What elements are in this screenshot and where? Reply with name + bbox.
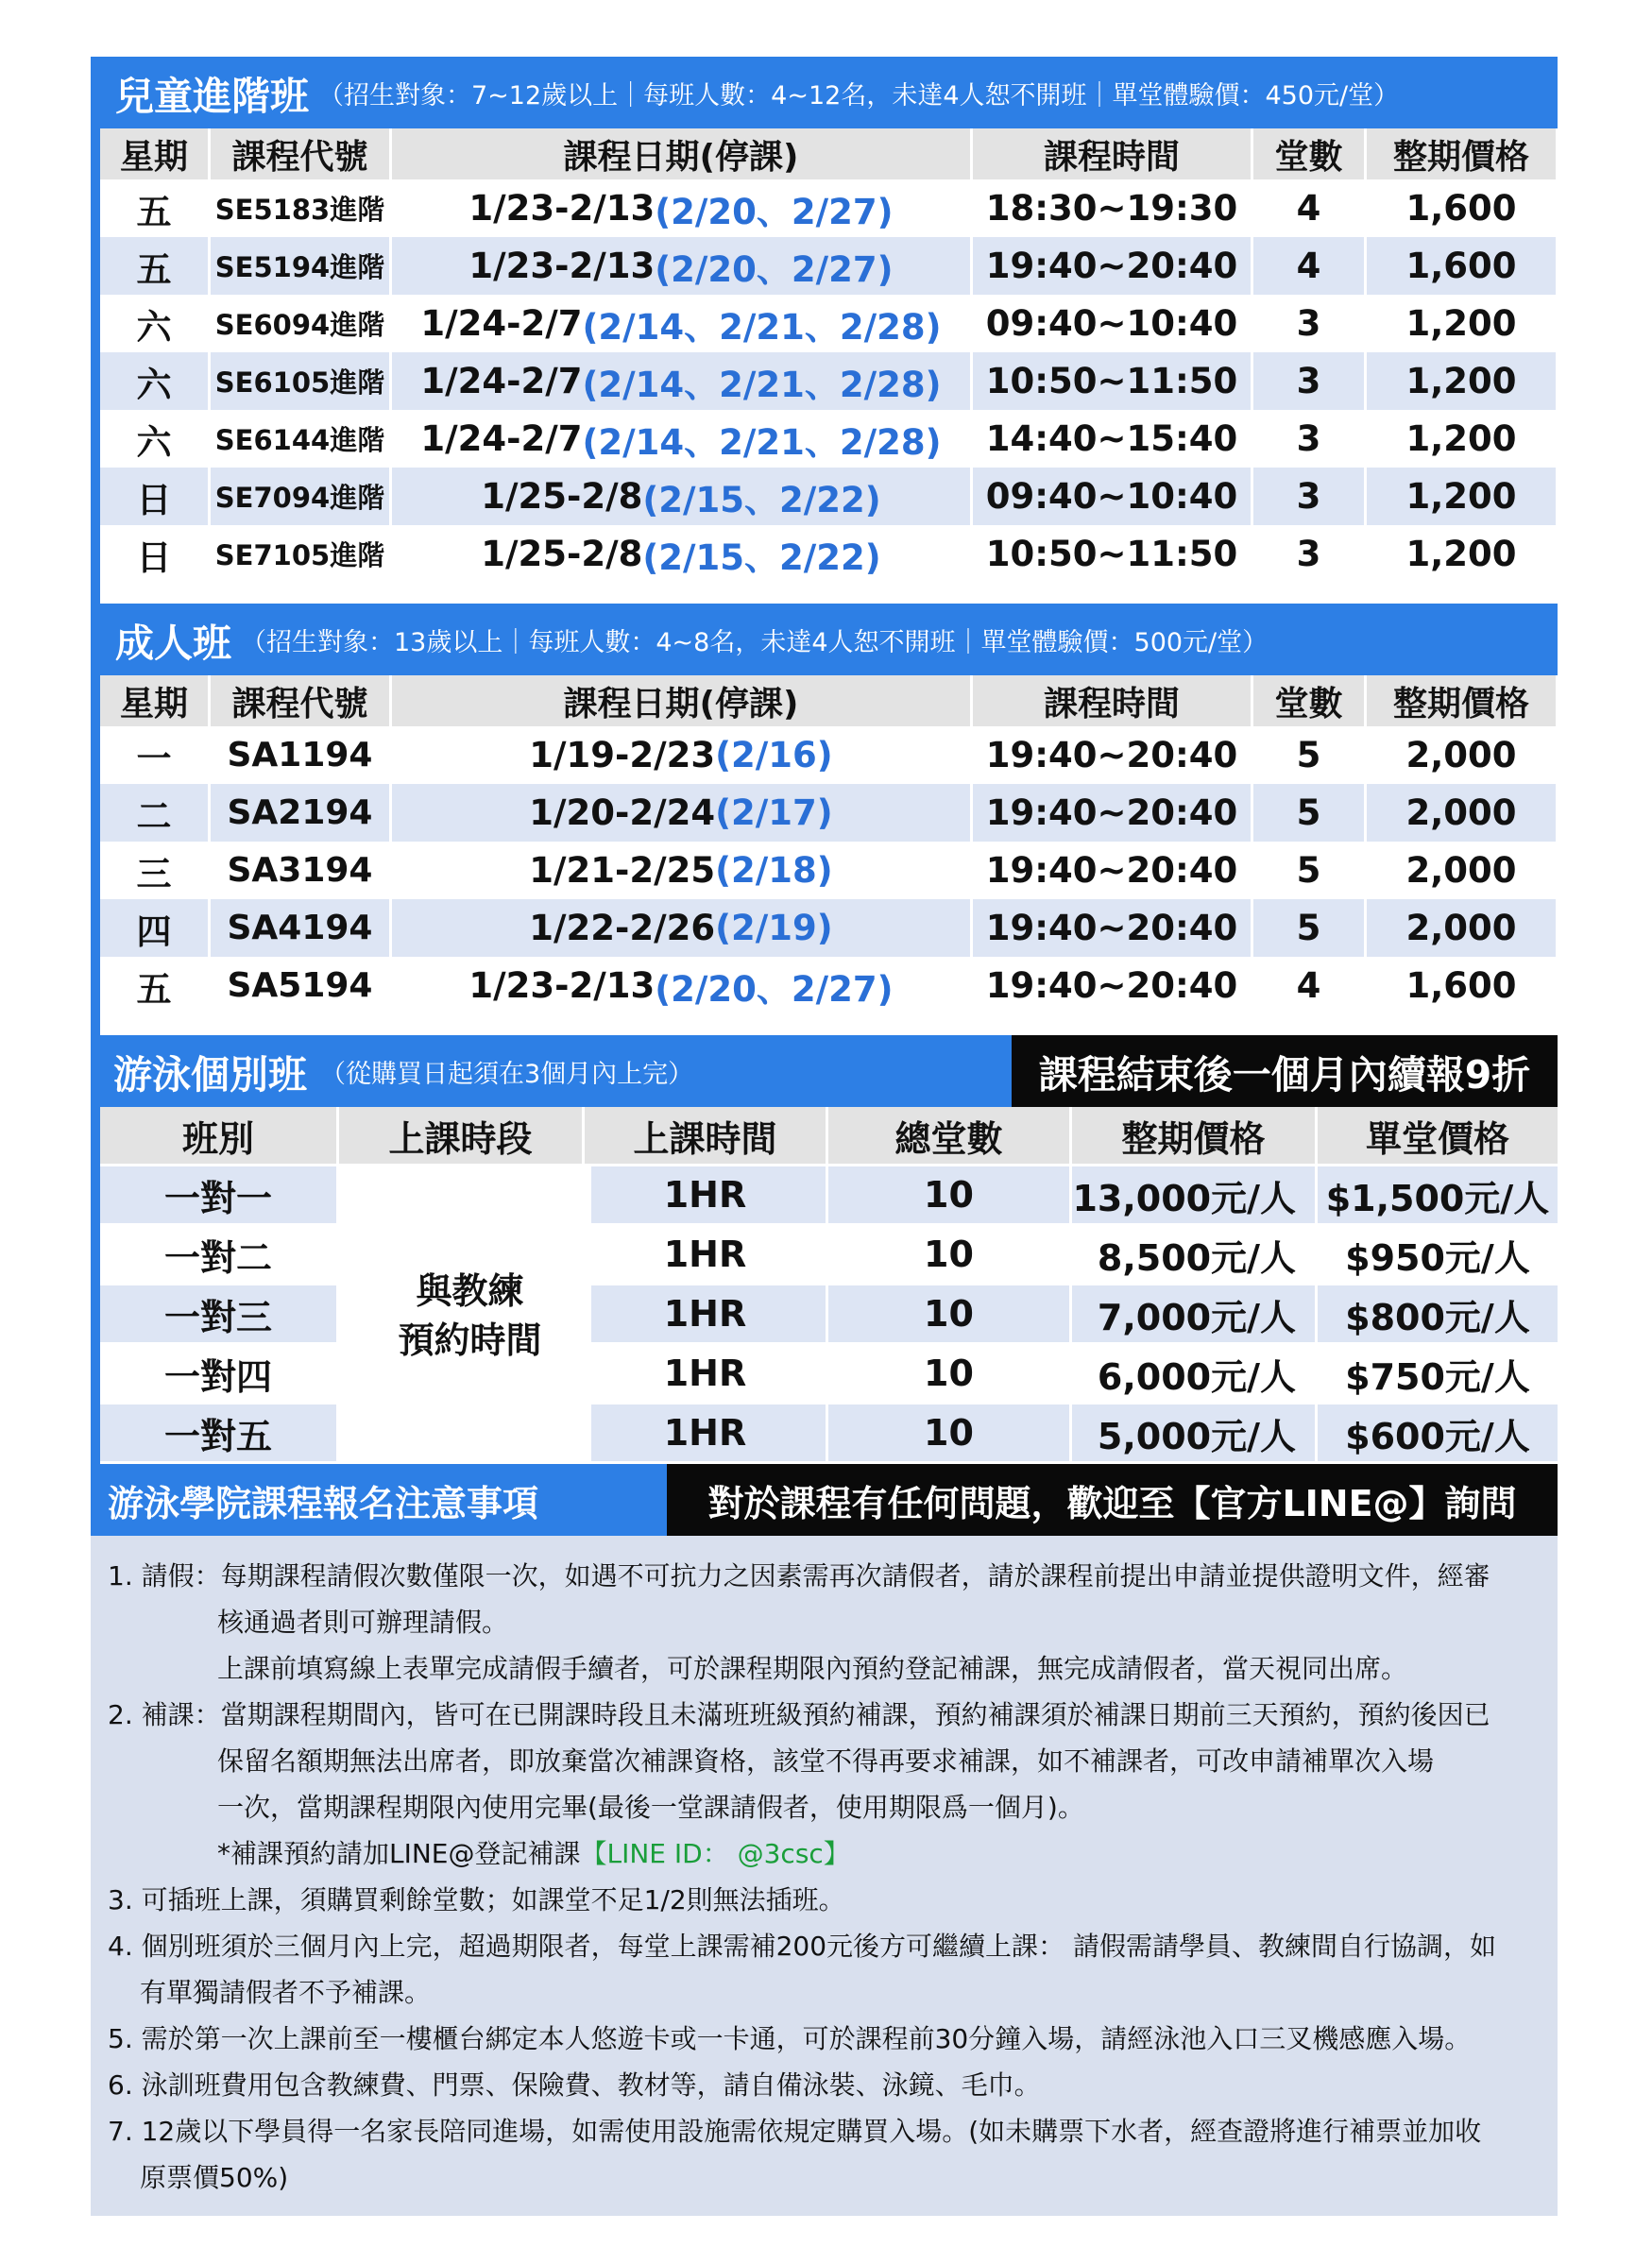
note-2-line xyxy=(108,1830,1539,1877)
table-row xyxy=(100,468,1558,525)
row-price: 13,000元/人 xyxy=(1072,1166,1318,1226)
row-single: $750元/人 xyxy=(1318,1345,1558,1404)
row-count: 4 xyxy=(1253,957,1367,1014)
date-range: 1/23-2/13 xyxy=(468,246,656,286)
row-day: 二 xyxy=(100,784,211,842)
row-price: 6,000元/人 xyxy=(1072,1345,1318,1404)
off-dates: (2/16) xyxy=(715,735,833,775)
date-range: 1/20-2/24 xyxy=(529,792,716,833)
row-time: 09:40~10:40 xyxy=(973,468,1253,525)
line-id[interactable]: 【LINE ID： @3csc】 xyxy=(580,1838,850,1869)
children-title: 兒童進階班 xyxy=(115,73,309,119)
line-makeup-text: *補課預約請加LINE@登記補課 xyxy=(217,1838,581,1869)
header-type: 班別 xyxy=(100,1107,339,1166)
row-count: 4 xyxy=(1253,237,1367,295)
row-date xyxy=(392,525,973,583)
date-range: 1/25-2/8 xyxy=(481,476,643,517)
private-title: 游泳個別班 xyxy=(113,1051,307,1098)
row-date xyxy=(392,295,973,352)
off-dates: (2/15、2/22) xyxy=(642,479,881,520)
private-lesson-table xyxy=(91,1107,1558,1464)
row-time: 10:50~11:50 xyxy=(973,525,1253,583)
row-count: 3 xyxy=(1253,468,1367,525)
header-day: 星期 xyxy=(100,128,211,179)
adult-title: 成人班 xyxy=(115,620,231,666)
off-dates: (2/20、2/27) xyxy=(655,191,894,232)
row-type: 一對三 xyxy=(100,1285,339,1345)
off-dates: (2/14、2/21、2/28) xyxy=(582,421,942,463)
off-dates: (2/15、2/22) xyxy=(642,536,881,578)
row-price: 1,200 xyxy=(1367,352,1556,410)
row-date xyxy=(392,842,973,899)
row-hours: 1HR xyxy=(585,1404,828,1464)
row-total: 10 xyxy=(828,1404,1072,1464)
notes-title: 游泳學院課程報名注意事項 xyxy=(91,1464,667,1536)
table-row xyxy=(100,179,1558,237)
off-dates: (2/14、2/21、2/28) xyxy=(582,364,942,405)
slot-line-2: 預約時間 xyxy=(398,1319,542,1361)
note-1-cont: 核通過者則可辦理請假。 xyxy=(217,1607,509,1638)
note-1: 1. 請假：每期課程請假次數僅限一次，如遇不可抗力之因素需再次請假者，請於課程前提出申請並提供證明文件，經審 xyxy=(108,1560,1490,1592)
off-dates: (2/19) xyxy=(715,908,833,948)
header-time: 課程時間 xyxy=(973,128,1253,179)
header-price: 整期價格 xyxy=(1367,128,1556,179)
row-day: 五 xyxy=(100,237,211,295)
row-day: 六 xyxy=(100,295,211,352)
row-day: 六 xyxy=(100,352,211,410)
table-row xyxy=(100,410,1558,468)
note-5: 5. 需於第一次上課前至一樓櫃台綁定本人悠遊卡或一卡通，可於課程前30分鐘入場，請經泳池入口三叉機感應入場。 xyxy=(108,2023,1472,2054)
row-time: 19:40~20:40 xyxy=(973,784,1253,842)
row-type: 一對二 xyxy=(100,1226,339,1285)
date-range: 1/24-2/7 xyxy=(420,361,583,401)
row-price: 2,000 xyxy=(1367,899,1556,957)
row-day: 日 xyxy=(100,525,211,583)
row-hours: 1HR xyxy=(585,1345,828,1404)
private-title-block xyxy=(91,1035,1012,1107)
row-date xyxy=(392,957,973,1014)
row-code: SE7105進階 xyxy=(211,525,392,583)
row-price: 7,000元/人 xyxy=(1072,1285,1318,1345)
row-price: 2,000 xyxy=(1367,784,1556,842)
note-7-cont: 原票價50%) xyxy=(140,2162,289,2193)
table-row xyxy=(100,237,1558,295)
table-row xyxy=(100,352,1558,410)
row-day: 五 xyxy=(100,957,211,1014)
row-count: 5 xyxy=(1253,899,1367,957)
row-total: 10 xyxy=(828,1345,1072,1404)
row-hours: 1HR xyxy=(585,1166,828,1226)
table-row xyxy=(100,1404,1558,1464)
row-type: 一對一 xyxy=(100,1166,339,1226)
row-day: 一 xyxy=(100,726,211,784)
row-date xyxy=(392,784,973,842)
row-count: 4 xyxy=(1253,179,1367,237)
line-contact-banner: 對於課程有任何問題，歡迎至【官方LINE@】詢問 xyxy=(667,1464,1558,1536)
notes-section-header xyxy=(91,1464,1558,1536)
row-type: 一對五 xyxy=(100,1404,339,1464)
note-2-cont: 一次，當期課程期限內使用完畢(最後一堂課請假者，使用期限爲一個月)。 xyxy=(217,1792,1084,1823)
row-time: 19:40~20:40 xyxy=(973,726,1253,784)
row-hours: 1HR xyxy=(585,1226,828,1285)
row-single: $800元/人 xyxy=(1318,1285,1558,1345)
header-count: 堂數 xyxy=(1253,675,1367,726)
table-row xyxy=(100,957,1558,1014)
table-header xyxy=(100,128,1558,179)
note-3: 3. 可插班上課，須購買剩餘堂數；如課堂不足1/2則無法插班。 xyxy=(108,1884,845,1915)
row-count: 5 xyxy=(1253,784,1367,842)
appointment-slot-cell xyxy=(349,1166,591,1464)
row-date xyxy=(392,352,973,410)
row-count: 5 xyxy=(1253,842,1367,899)
note-1-cont: 上課前填寫線上表單完成請假手續者，可於課程期限內預約登記補課，無完成請假者，當天視同出席。 xyxy=(217,1653,1408,1684)
off-dates: (2/20、2/27) xyxy=(655,968,894,1010)
children-subtitle: （招生對象：7~12歲以上｜每班人數：4~12名，未達4人恕不開班｜單堂體驗價：450元/堂） xyxy=(318,80,1400,111)
date-range: 1/24-2/7 xyxy=(420,418,583,459)
row-date xyxy=(392,237,973,295)
row-time: 09:40~10:40 xyxy=(973,295,1253,352)
note-2: 2. 補課：當期課程期間內，皆可在已開課時段且未滿班班級預約補課，預約補課須於補課日期前三天預約，預約後因已 xyxy=(108,1699,1490,1730)
adult-schedule-table xyxy=(91,675,1558,1035)
row-single: $950元/人 xyxy=(1318,1226,1558,1285)
row-time: 19:40~20:40 xyxy=(973,899,1253,957)
row-count: 3 xyxy=(1253,295,1367,352)
row-single: $1,500元/人 xyxy=(1318,1166,1558,1226)
note-7: 7. 12歲以下學員得一名家長陪同進場，如需使用設施需依規定購買入場。(如未購票下水者，經查證將進行補票並加收 xyxy=(108,2116,1482,2147)
table-header xyxy=(100,1107,1558,1166)
table-row xyxy=(100,784,1558,842)
row-price: 8,500元/人 xyxy=(1072,1226,1318,1285)
row-date xyxy=(392,726,973,784)
off-dates: (2/17) xyxy=(715,792,833,833)
row-day: 六 xyxy=(100,410,211,468)
note-2-cont: 保留名額期無法出席者，即放棄當次補課資格，該堂不得再要求補課，如不補課者，可改申請補單次入場 xyxy=(217,1745,1435,1777)
row-code: SA2194 xyxy=(211,784,392,842)
row-count: 3 xyxy=(1253,410,1367,468)
header-time: 課程時間 xyxy=(973,675,1253,726)
header-total: 總堂數 xyxy=(828,1107,1072,1166)
notes-body xyxy=(91,1536,1558,2216)
note-4-cont: 有單獨請假者不予補課。 xyxy=(140,1977,432,2008)
row-hours: 1HR xyxy=(585,1285,828,1345)
date-range: 1/22-2/26 xyxy=(529,908,716,948)
row-price: 1,200 xyxy=(1405,534,1517,574)
row-date xyxy=(392,468,973,525)
row-price: 5,000元/人 xyxy=(1072,1404,1318,1464)
date-range: 1/25-2/8 xyxy=(481,534,643,574)
private-subtitle: （從購買日起須在3個月內上完） xyxy=(320,1059,694,1089)
row-price: 1,600 xyxy=(1367,237,1556,295)
row-time: 10:50~11:50 xyxy=(973,352,1253,410)
row-price: 1,200 xyxy=(1405,418,1517,459)
date-range: 1/19-2/23 xyxy=(529,735,716,775)
page xyxy=(91,57,1558,2216)
row-date xyxy=(392,410,973,468)
row-type: 一對四 xyxy=(100,1345,339,1404)
row-total: 10 xyxy=(828,1226,1072,1285)
table-header xyxy=(100,675,1558,726)
header-date: 課程日期(停課) xyxy=(392,128,973,179)
off-dates: (2/14、2/21、2/28) xyxy=(582,306,942,348)
adult-subtitle: （招生對象：13歲以上｜每班人數：4~8名，未達4人恕不開班｜單堂體驗價：500元/堂） xyxy=(241,627,1269,657)
date-range: 1/24-2/7 xyxy=(420,303,583,344)
row-code: SA3194 xyxy=(211,842,392,899)
row-count: 5 xyxy=(1253,726,1367,784)
date-range: 1/21-2/25 xyxy=(529,850,716,891)
row-code: SA4194 xyxy=(211,899,392,957)
children-schedule-table xyxy=(91,128,1558,604)
header-hours: 上課時間 xyxy=(585,1107,828,1166)
row-code: SA5194 xyxy=(211,957,392,1014)
table-row xyxy=(100,899,1558,957)
header-date: 課程日期(停課) xyxy=(392,675,973,726)
row-code: SE7094進階 xyxy=(211,468,392,525)
row-day: 三 xyxy=(100,842,211,899)
date-range: 1/23-2/13 xyxy=(468,965,656,1006)
row-time: 19:40~20:40 xyxy=(973,237,1253,295)
table-row xyxy=(100,525,1558,583)
renewal-promo: 課程結束後一個月內續報9折 xyxy=(1012,1035,1558,1107)
row-time: 14:40~15:40 xyxy=(973,410,1253,468)
date-range: 1/23-2/13 xyxy=(468,188,656,229)
row-time: 19:40~20:40 xyxy=(973,842,1253,899)
adult-section-header xyxy=(91,604,1558,675)
note-4: 4. 個別班須於三個月內上完，超過期限者，每堂上課需補200元後方可繼續上課： 請假需請學員、教練間自行協調，如 xyxy=(108,1931,1496,1962)
table-row xyxy=(100,1226,1558,1285)
header-price: 整期價格 xyxy=(1072,1107,1318,1166)
row-count: 3 xyxy=(1253,352,1367,410)
note-6: 6. 泳訓班費用包含教練費、門票、保險費、教材等，請自備泳裝、泳鏡、毛巾。 xyxy=(108,2069,1041,2101)
row-price: 2,000 xyxy=(1405,735,1517,775)
row-price: 1,600 xyxy=(1405,188,1517,229)
header-price: 整期價格 xyxy=(1367,675,1556,726)
row-code: SE6105進階 xyxy=(211,352,392,410)
row-day: 日 xyxy=(100,468,211,525)
table-row xyxy=(100,842,1558,899)
row-code: SA1194 xyxy=(211,726,392,784)
slot-line-1: 與教練 xyxy=(416,1269,524,1312)
off-dates: (2/20、2/27) xyxy=(655,248,894,290)
row-day: 四 xyxy=(100,899,211,957)
off-dates: (2/18) xyxy=(715,850,833,891)
row-code: SE6094進階 xyxy=(211,295,392,352)
row-day: 五 xyxy=(100,179,211,237)
row-total: 10 xyxy=(828,1166,1072,1226)
row-price: 2,000 xyxy=(1405,850,1517,891)
table-row xyxy=(100,1285,1558,1345)
header-code: 課程代號 xyxy=(211,128,392,179)
row-date xyxy=(392,899,973,957)
row-time: 18:30~19:30 xyxy=(973,179,1253,237)
row-price: 1,200 xyxy=(1367,468,1556,525)
header-code: 課程代號 xyxy=(211,675,392,726)
table-row xyxy=(100,1166,1558,1226)
header-slot: 上課時段 xyxy=(339,1107,585,1166)
row-price: 1,600 xyxy=(1405,965,1517,1006)
private-section-header xyxy=(91,1035,1558,1107)
table-row xyxy=(100,1345,1558,1404)
row-time: 19:40~20:40 xyxy=(973,957,1253,1014)
header-day: 星期 xyxy=(100,675,211,726)
header-count: 堂數 xyxy=(1253,128,1367,179)
row-price: 1,200 xyxy=(1405,303,1517,344)
row-code: SE6144進階 xyxy=(211,410,392,468)
row-total: 10 xyxy=(828,1285,1072,1345)
row-single: $600元/人 xyxy=(1318,1404,1558,1464)
header-single: 單堂價格 xyxy=(1318,1107,1558,1166)
row-count: 3 xyxy=(1253,525,1367,583)
table-row xyxy=(100,295,1558,352)
row-date xyxy=(392,179,973,237)
row-code: SE5194進階 xyxy=(211,237,392,295)
row-code: SE5183進階 xyxy=(211,179,392,237)
children-section-header xyxy=(91,57,1558,128)
table-row xyxy=(100,726,1558,784)
